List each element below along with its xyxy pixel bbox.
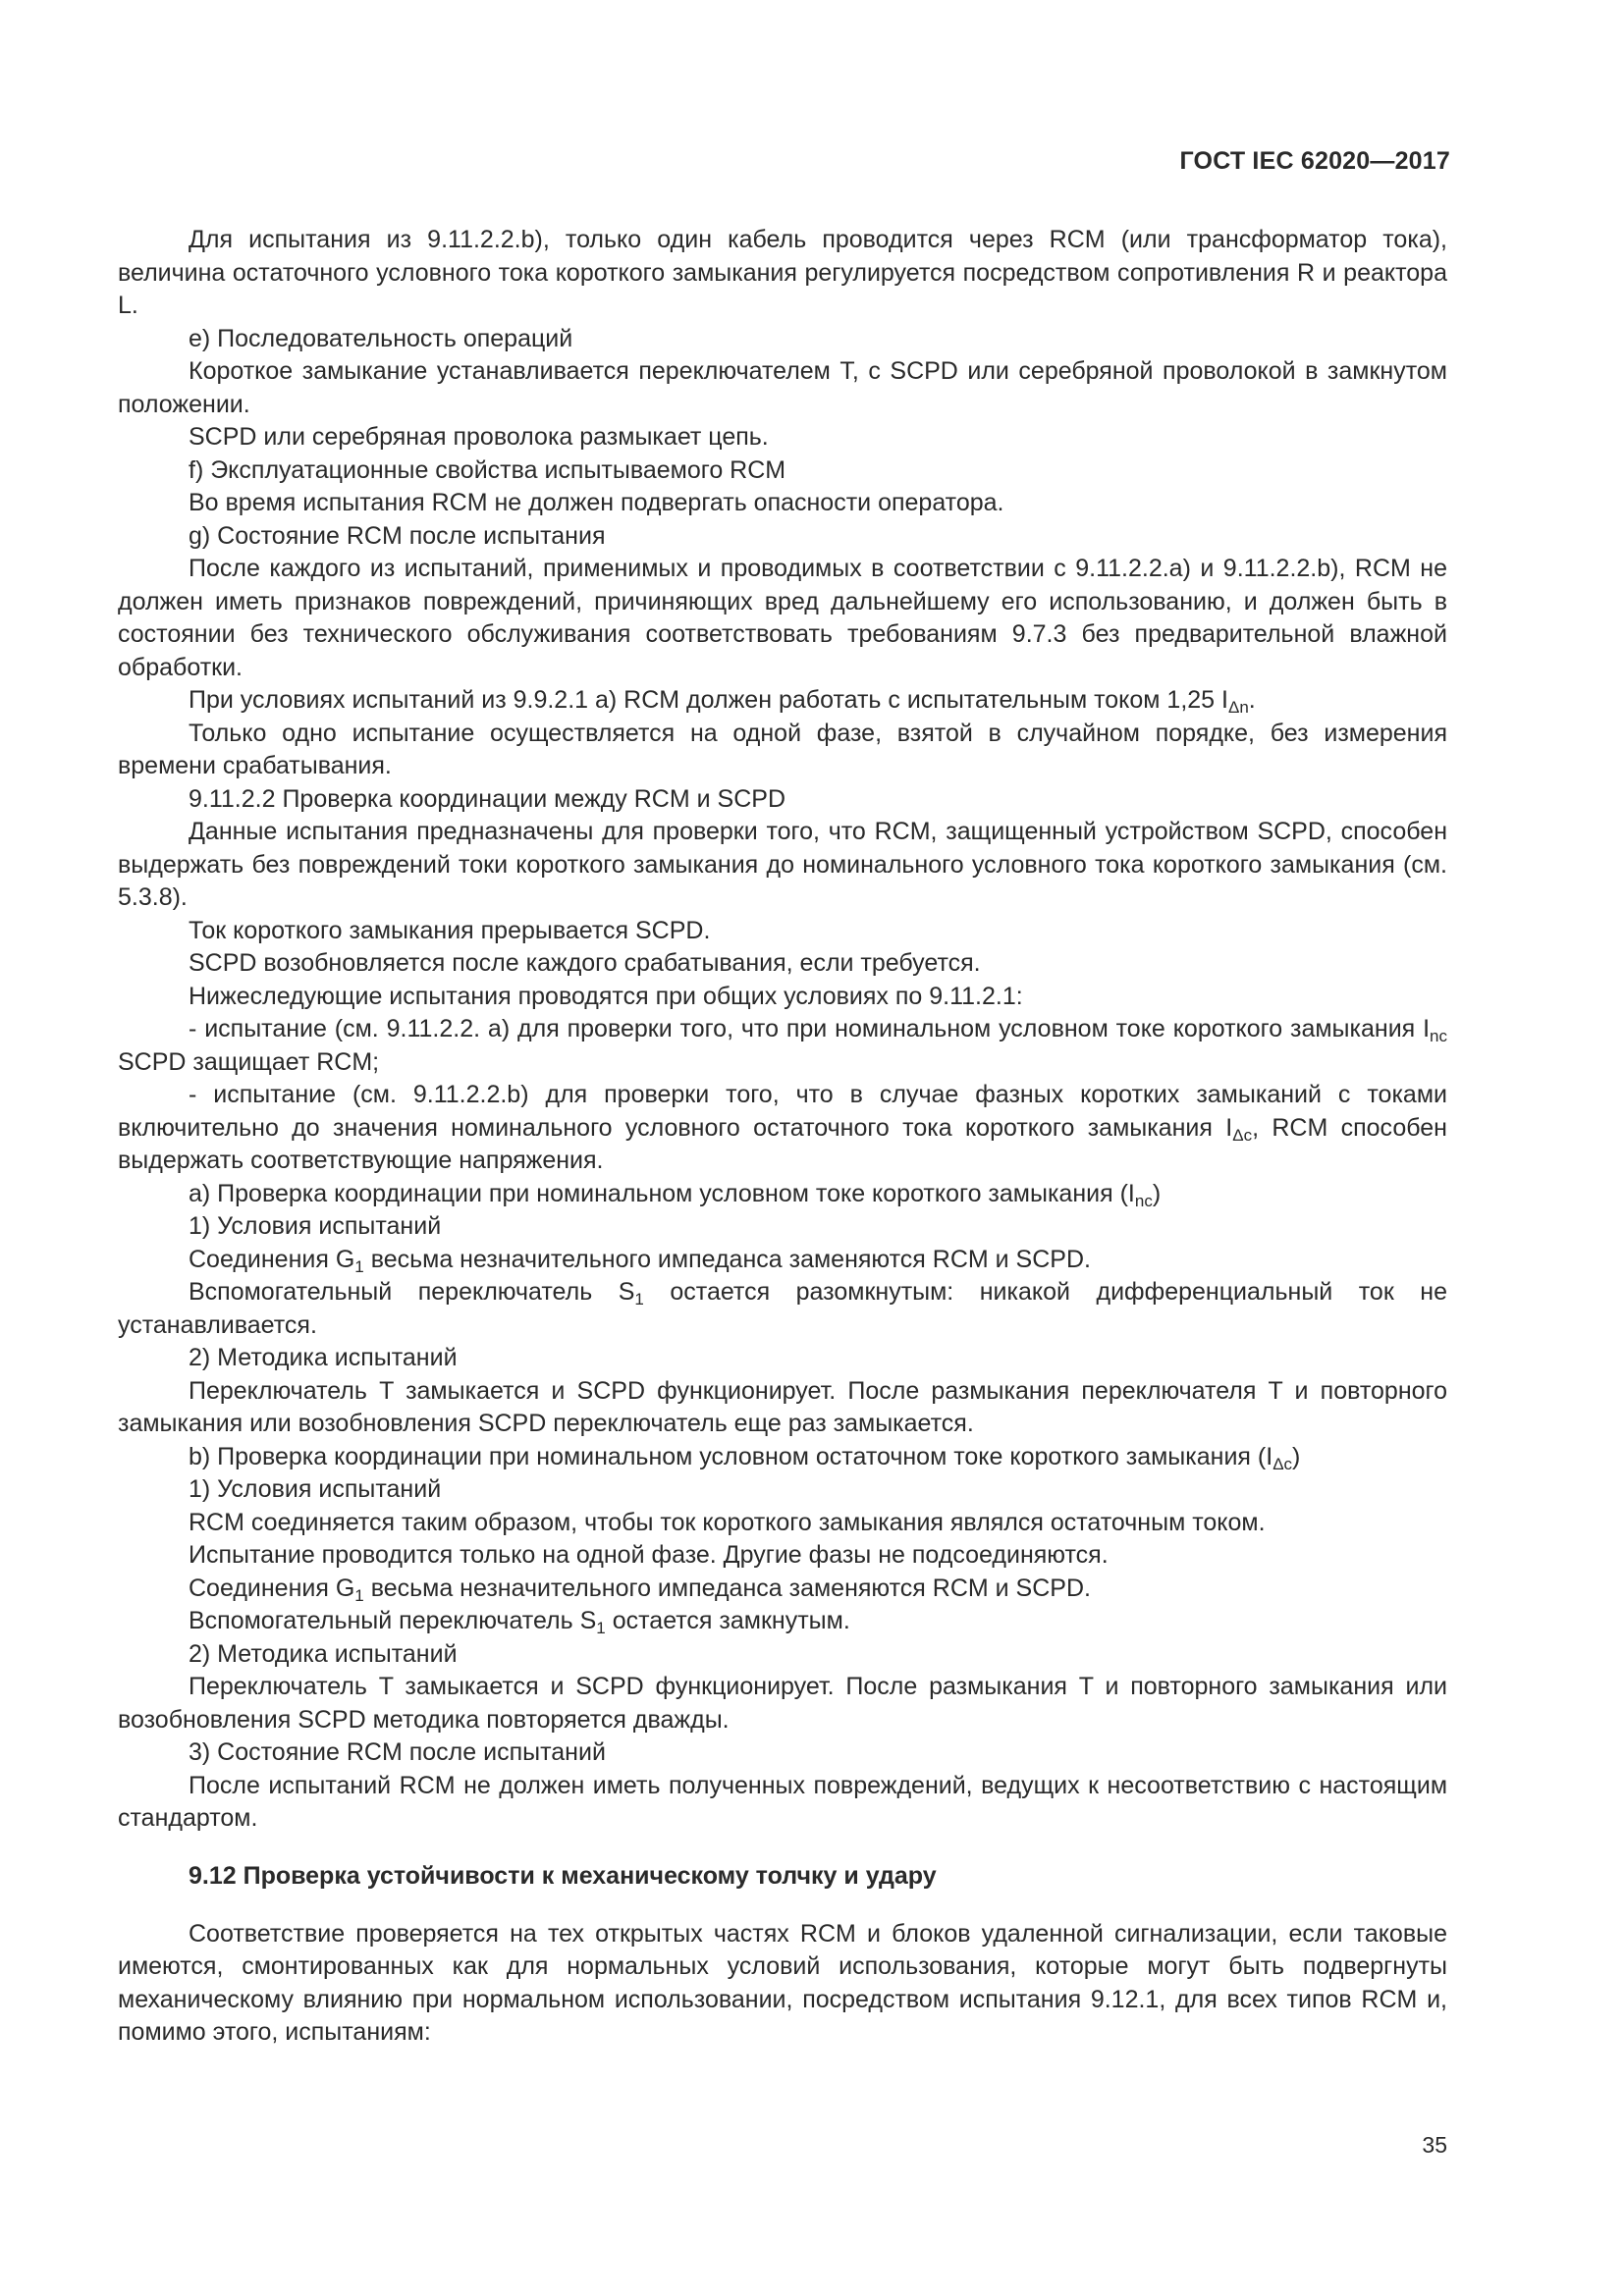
paragraph (118, 1276, 1447, 1342)
paragraph (118, 1244, 1447, 1277)
section-heading: 9.12 Проверка устойчивости к механическому толчку и удару (189, 1861, 937, 1890)
subscript: Δc (1232, 1125, 1253, 1145)
list-item: f) Эксплуатационные свойства испытываемого RCM (189, 455, 786, 484)
paragraph: После испытаний RCM не должен иметь полученных повреждений, ведущих к несоответствию с настоящим стандартом. (118, 1771, 1447, 1832)
paragraph: SCPD возобновляется после каждого срабатывания, если требуется. (189, 949, 981, 977)
paragraph: Для испытания из 9.11.2.2.b), только один кабель проводится через RCM (или трансформатор тока), величина остаточного условного тока короткого замыкания регулируется посредством сопротивления R и реактора L. (118, 226, 1447, 319)
list-item (118, 1013, 1447, 1079)
subscript: 1 (634, 1290, 644, 1308)
paragraph: Нижеследующие испытания проводятся при общих условиях по 9.11.2.1: (189, 982, 1023, 1010)
list-item: g) Состояние RCM после испытания (189, 521, 606, 550)
subscript: 1 (596, 1619, 606, 1637)
paragraph: Испытание проводится только на одной фазе. Другие фазы не подсоединяются. (189, 1541, 1109, 1569)
text-run: , RCM способен выдержать соответствующие напряжения. (118, 1113, 1447, 1174)
subsection-title: 9.11.2.2 Проверка координации между RCM и SCPD (189, 784, 785, 813)
paragraph: RCM соединяется таким образом, чтобы ток короткого замыкания являлся остаточным током. (189, 1508, 1266, 1536)
subscript: Δc (1272, 1454, 1293, 1473)
paragraph (118, 1573, 1447, 1606)
text-run: ) (1152, 1179, 1162, 1207)
text-run: a) Проверка координации при номинальном условном токе короткого замыкания (I (189, 1179, 1135, 1207)
list-item (118, 1079, 1447, 1178)
paragraph: Переключатель T замыкается и SCPD функционирует. После размыкания переключателя T и повторного замыкания или возобновления SCPD переключатель еще раз замыкается. (118, 1376, 1447, 1437)
subscript: 1 (354, 1585, 364, 1605)
list-item: 2) Методика испытаний (189, 1639, 458, 1668)
text-run: . (1248, 686, 1256, 714)
subscript: Δn (1227, 698, 1249, 717)
subscript: nc (1134, 1191, 1153, 1210)
document-body (118, 224, 1447, 2050)
text-run: весьма незначительного импеданса заменяются RCM и SCPD. (363, 1574, 1091, 1602)
paragraph: Переключатель T замыкается и SCPD функционирует. После размыкания T и повторного замыкания или возобновления SCPD методика повторяется дважды. (118, 1673, 1447, 1734)
list-item: 1) Условия испытаний (189, 1475, 442, 1503)
subscript: nc (1430, 1027, 1447, 1045)
paragraph: Соответствие проверяется на тех открытых частях RCM и блоков удаленной сигнализации, если таковые имеются, смонтированных как для нормальных условий использования, которые могут быть подвергнуты механическому влиянию при нормальном использовании, посредством испытания 9.12.1, для всех типов RCM и, помимо этого, испытаниям: (118, 1919, 1447, 2046)
paragraph (118, 684, 1447, 718)
text-run: Соединения G (189, 1574, 355, 1602)
list-item: e) Последовательность операций (189, 324, 573, 352)
text-run: b) Проверка координации при номинальном условном остаточном токе короткого замыкания (I (189, 1442, 1273, 1470)
paragraph: Данные испытания предназначены для проверки того, что RCM, защищенный устройством SCPD, способен выдержать без повреждений токи короткого замыкания до номинального условного тока короткого замыкания (см. 5.3.8). (118, 818, 1447, 911)
subscript: 1 (354, 1256, 364, 1276)
paragraph: После каждого из испытаний, применимых и проводимых в соответствии с 9.11.2.2.a) и 9.11.2.2.b), RCM не должен иметь признаков повреждений, причиняющих вред дальнейшему его использованию, и должен быть в состоянии без технического обслуживания соответствовать требованиям 9.7.3 без предварительной влажной обработки. (118, 555, 1447, 681)
text-run: Вспомогательный переключатель S (189, 1607, 597, 1634)
paragraph (118, 1605, 1447, 1638)
list-item: 2) Методика испытаний (189, 1344, 458, 1371)
text-run: SCPD защищает RCM; (118, 1047, 380, 1076)
text-run: весьма незначительного импеданса заменяются RCM и SCPD. (363, 1245, 1091, 1273)
text-run: При условиях испытаний из 9.9.2.1 a) RCM должен работать с испытательным током 1,25 I (189, 686, 1228, 714)
list-item (118, 1178, 1447, 1211)
text-run: ) (1292, 1442, 1301, 1470)
list-item: 1) Условия испытаний (189, 1212, 442, 1240)
paragraph: Во время испытания RCM не должен подвергать опасности оператора. (189, 489, 1004, 516)
text-run: - испытание (см. 9.11.2.2.b) для проверки того, что в случае фазных коротких замыканий с токами включительно до значения номинального условного остаточного тока короткого замыкания I (118, 1081, 1447, 1142)
page-number: 35 (1422, 2132, 1447, 2158)
paragraph: Только одно испытание осуществляется на одной фазе, взятой в случайном порядке, без измерения времени срабатывания. (118, 719, 1447, 779)
standard-id-header: ГОСТ IEC 62020—2017 (1179, 147, 1450, 175)
list-item (118, 1441, 1447, 1474)
paragraph: Короткое замыкание устанавливается переключателем T, с SCPD или серебряной проволокой в замкнутом положении. (118, 357, 1447, 418)
text-run: Вспомогательный переключатель S (189, 1278, 635, 1306)
list-item: 3) Состояние RCM после испытаний (189, 1738, 606, 1766)
text-run: Соединения G (189, 1245, 355, 1273)
text-run: остается замкнутым. (605, 1607, 850, 1634)
text-run: остается разомкнутым: никакой дифференциальный ток не устанавливается. (118, 1278, 1447, 1339)
paragraph: Ток короткого замыкания прерывается SCPD. (189, 916, 711, 944)
text-run: - испытание (см. 9.11.2.2. а) для проверки того, что при номинальном условном токе короткого замыкания I (189, 1015, 1431, 1042)
paragraph: SCPD или серебряная проволока размыкает цепь. (189, 423, 769, 451)
